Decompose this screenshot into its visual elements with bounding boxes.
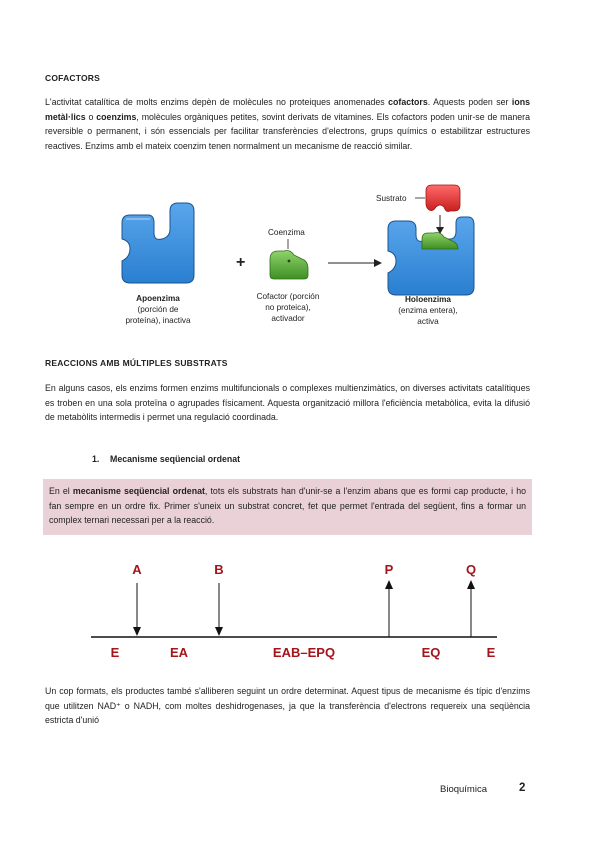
callout-run: En el	[49, 486, 73, 496]
subsection-title: Mecanisme seqüencial ordenat	[110, 454, 241, 464]
definition-callout	[43, 479, 532, 535]
svg-text:Holoenzima: Holoenzima	[405, 295, 451, 304]
product-q-arrowhead	[467, 580, 475, 589]
cofactors-paragraph-run: cofactors	[388, 97, 428, 107]
product-q-label: Q	[465, 562, 477, 577]
callout-run: mecanisme seqüencial ordenat	[72, 486, 205, 496]
cofactors-paragraph-run: , molècules orgàniques petites, sovint derivats de vitamines. Els cofactors poden unir-se de manera reversible o permanent, i són essencials per facilitar transferències d'electrons, grups químics o estabilitzar estructures reactives. Enzims amb el mateix coenzim tenen normalment un mecanisme de reacció similar.	[45, 111, 530, 151]
svg-text:no proteica),: no proteica),	[265, 303, 311, 312]
form-e-end: E	[486, 645, 496, 660]
form-e-start: E	[110, 645, 120, 660]
form-eq: EQ	[421, 645, 441, 660]
svg-text:proteína), inactiva: proteína), inactiva	[125, 316, 191, 325]
substrate-b-arrowhead	[215, 627, 223, 636]
subsection-heading	[92, 454, 240, 464]
substrate-a-label: A	[132, 562, 142, 577]
svg-text:Cofactor (porción: Cofactor (porción	[256, 292, 320, 301]
plus-sign: +	[236, 254, 246, 271]
form-eab-epq: EAB–EPQ	[272, 645, 336, 660]
substrate-b-label: B	[214, 562, 224, 577]
coenzyme-label: Coenzima	[268, 228, 305, 237]
substrate-label: Sustrato	[376, 194, 407, 203]
svg-text:activador: activador	[271, 314, 305, 323]
enzyme-diagram	[118, 183, 478, 333]
cofactor-figure	[118, 183, 478, 338]
svg-text:(enzima entera),: (enzima entera),	[398, 306, 458, 315]
holoenzyme-shape	[388, 217, 474, 295]
holoenzyme-caption	[398, 295, 458, 326]
cofactors-paragraph	[45, 95, 530, 153]
cofactors-paragraph-run: coenzims	[96, 111, 137, 122]
form-ea: EA	[169, 645, 189, 660]
svg-text:(porción de: (porción de	[137, 305, 179, 314]
apoenzyme-caption	[125, 294, 191, 325]
section-title-cofactors: COFACTORS	[45, 73, 101, 83]
apoenzyme-shape	[122, 203, 194, 283]
cofactors-paragraph-run: ions metàl·lics	[45, 97, 531, 122]
cofactors-paragraph-run: L'activitat catalítica de molts enzims depèn de molècules no proteiques anomenades	[45, 97, 389, 107]
subsection-number: 1.	[92, 454, 100, 464]
page-number: 2	[519, 782, 526, 794]
coenzyme-shape	[270, 251, 308, 280]
cofactors-paragraph-run: . Aquests poden ser	[427, 97, 512, 107]
multiple-substrates-paragraph: En alguns casos, els enzims formen enzims multifuncionals o complexes multienzimàtics, on diverses activitats catalítiques es troben en una sola proteïna o agrupades físicament. Aquesta organització millora l'eficiència metabòlica, evita la difusió de metabòlits intermedis i permet una regulació coordinada.	[45, 383, 530, 423]
footer-title: Bioquímica	[440, 784, 487, 795]
substrate-shape	[426, 185, 460, 212]
cofactors-paragraph-run: o	[85, 111, 97, 122]
cofactor-caption	[257, 292, 320, 323]
section-title-multiple-substrates: REACCIONS AMB MÚLTIPLES SUBSTRATS	[45, 358, 228, 368]
product-p-label: P	[384, 562, 394, 577]
cleland-diagram	[85, 555, 505, 665]
substrate-a-arrowhead	[133, 627, 141, 636]
closing-paragraph: Un cop formats, els productes també s'alliberen seguint un ordre determinat. Aquest tipus de mecanisme és típic d'enzims que utilitzen NAD⁺ o NADH, com moltes deshidrogenases, ja que la transferència d'electrons requereix una seqüència estricta d'unió	[45, 686, 530, 726]
product-p-arrowhead	[385, 580, 393, 589]
sequential-mechanism-diagram	[85, 555, 505, 670]
callout-run: , tots els substrats han d'unir-se a l'enzim abans que es formi cap producte, i ho fan sempre en un ordre fix. Primer s'uneix un substrat concret, fet que permet l'entrada del següent, fins a formar un complex ternari necessari per a la reacció.	[49, 486, 526, 526]
svg-text:activa: activa	[417, 317, 439, 326]
reaction-arrowhead	[374, 259, 382, 267]
svg-text:Apoenzima: Apoenzima	[136, 294, 180, 303]
